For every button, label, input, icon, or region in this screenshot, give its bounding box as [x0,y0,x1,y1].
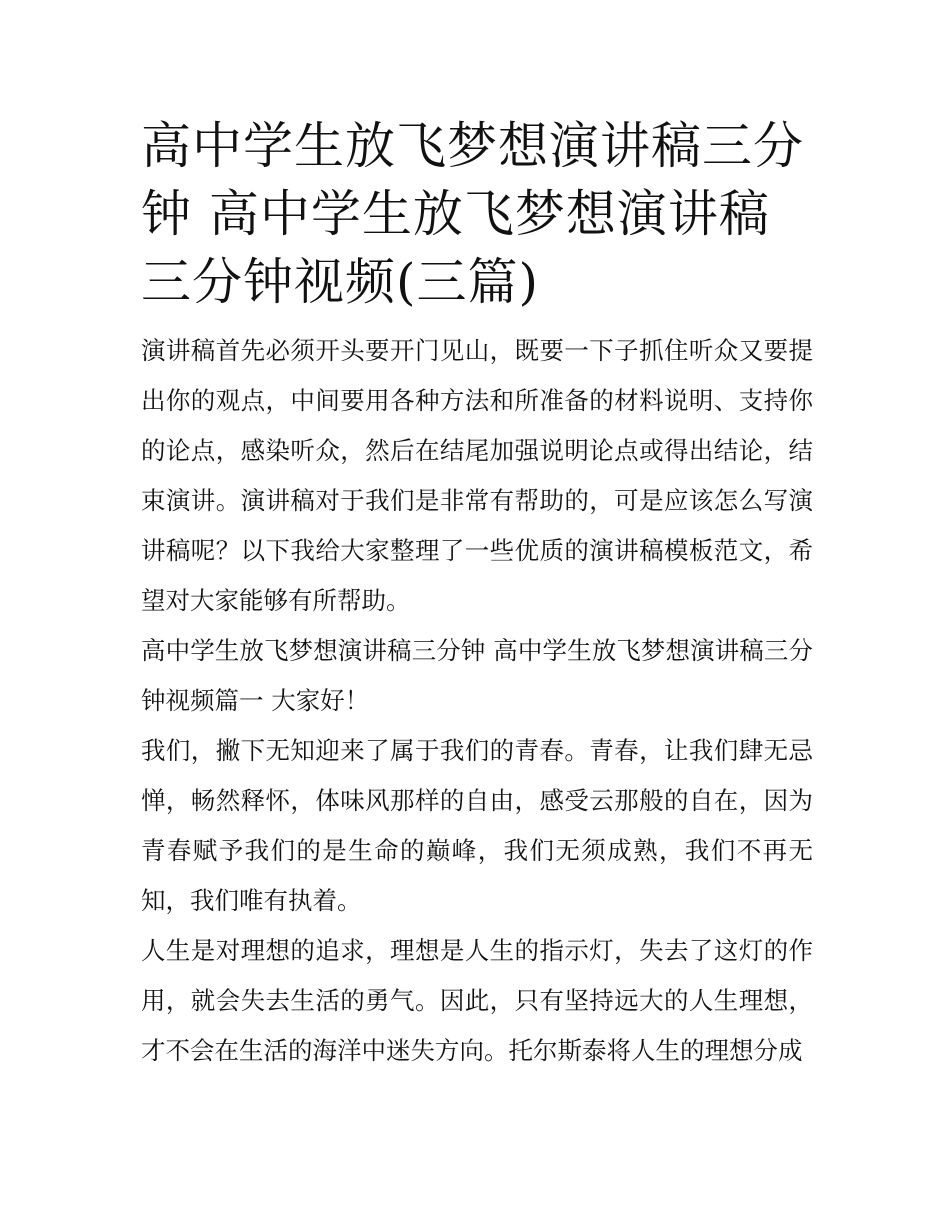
section-heading-paragraph: 高中学生放飞梦想演讲稿三分钟 高中学生放飞梦想演讲稿三分钟视频篇一 大家好！ [141,636,813,715]
document-title: 高中学生放飞梦想演讲稿三分钟 高中学生放飞梦想演讲稿三分钟视频(三篇) [141,117,804,311]
intro-paragraph: 演讲稿首先必须开头要开门见山，既要一下子抓住听众又要提出你的观点，中间要用各种方法和所准备的材料说明、支持你的论点，感染听众，然后在结尾加强说明论点或得出结论，结束演讲。演讲稿对于我们是非常有帮助的，可是应该怎么写演讲稿呢？以下我给大家整理了一些优质的演讲稿模板范文，希望对大家能够有所帮助。 [141,336,813,615]
body-paragraph-ideal: 人生是对理想的追求，理想是人生的指示灯，失去了这灯的作用，就会失去生活的勇气。因此，只有坚持远大的人生理想，才不会在生活的海洋中迷失方向。托尔斯泰将人生的理想分成 [141,936,813,1065]
body-paragraph-youth: 我们，撇下无知迎来了属于我们的青春。青春，让我们肆无忌惮，畅然释怀，体味风那样的自由，感受云那般的自在，因为青春赋予我们的是生命的巅峰，我们无须成熟，我们不再无知，我们唯有执着。 [141,736,813,915]
document-page [141,112,813,1076]
